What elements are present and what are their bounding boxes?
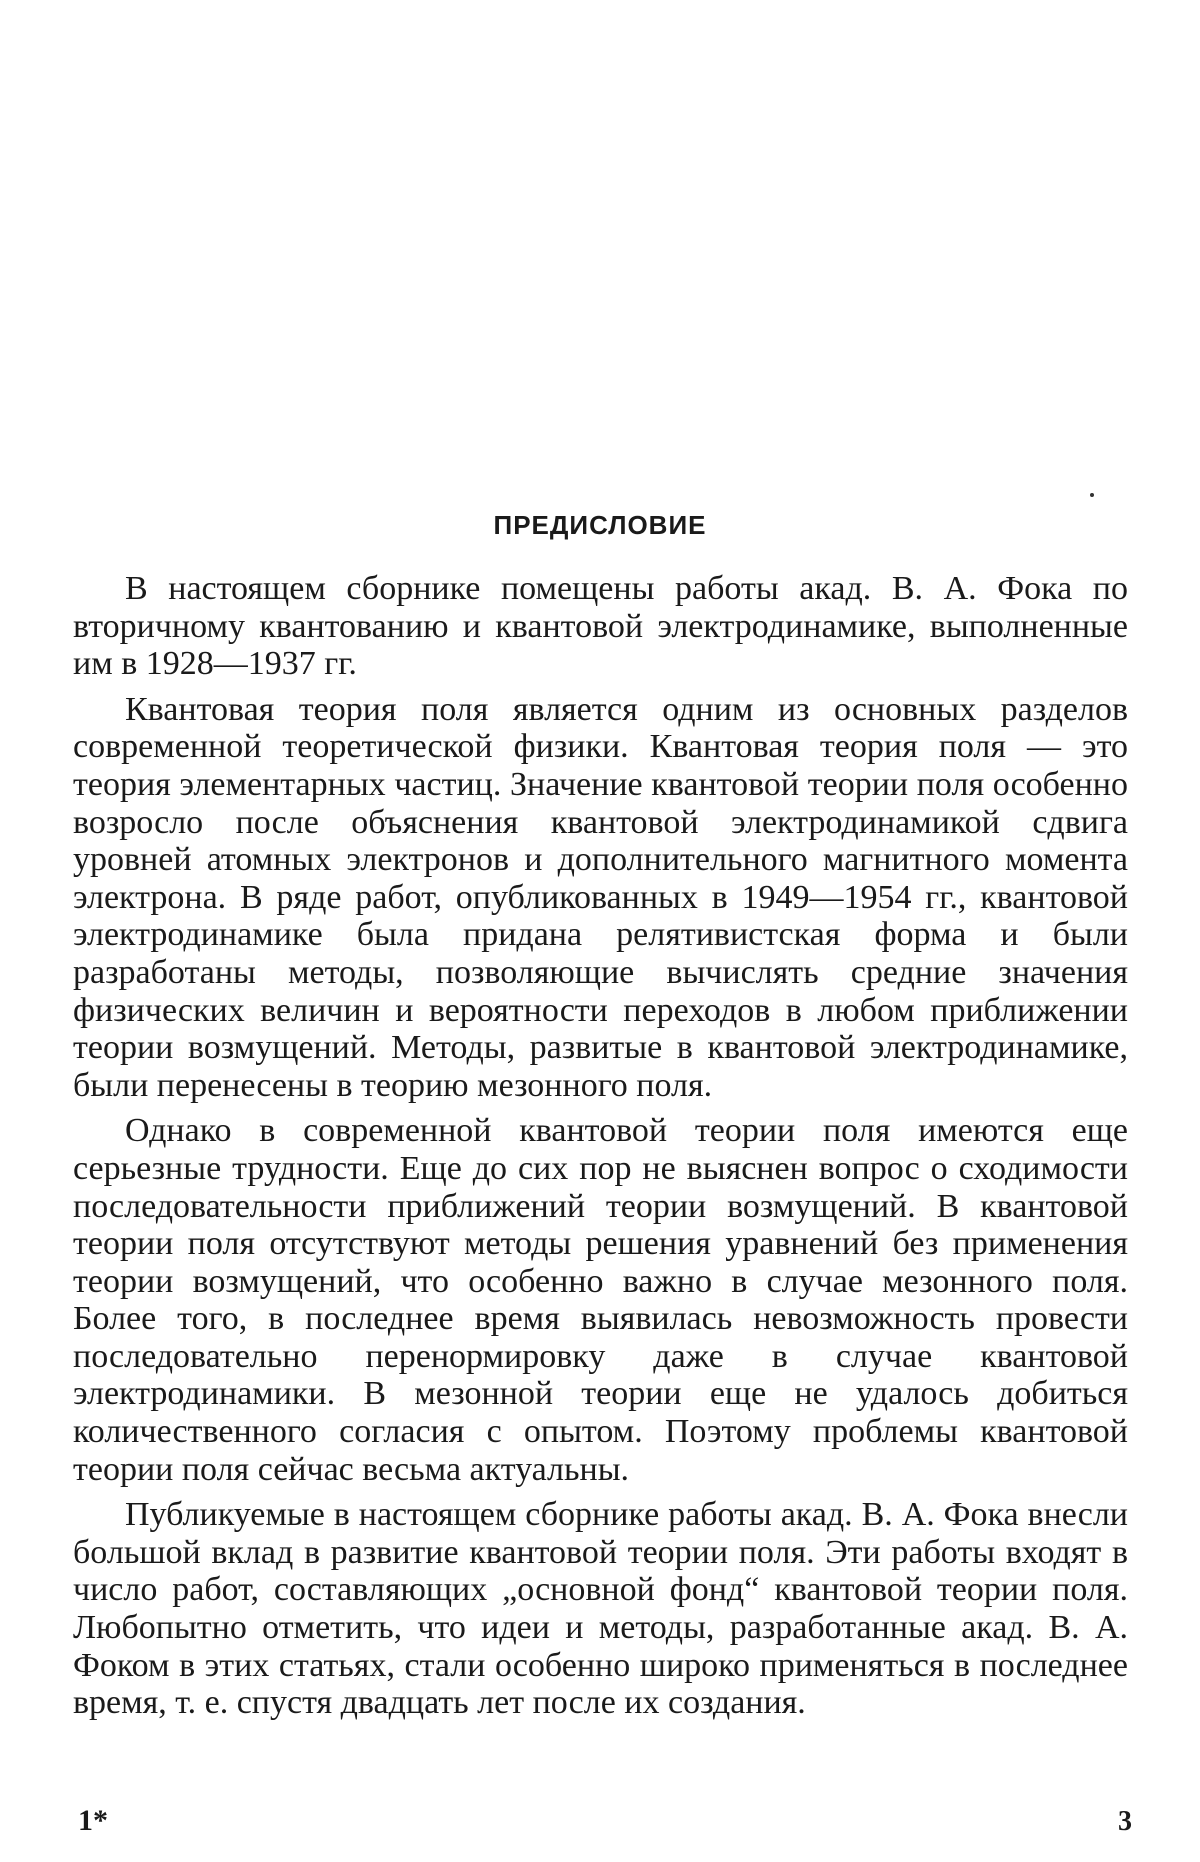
paragraph-3: Однако в современной квантовой теории поля имеются еще серьезные трудности. Еще до сих пор не выяснен вопрос о сходимости последовательности приближений теории возмущений. В квантовой теории поля отсутствуют методы решения уравнений без применения теории возмущений, что особенно важно в случае мезонного поля. Более того, в последнее время выявилась невозможность провести последовательно перенормировку даже в случае квантовой электродинамики. В мезонной теории еще не удалось добиться количественного согласия с опытом. Поэтому проблемы квантовой теории поля сейчас весьма актуальны. [73,1112,1128,1488]
page-title: ПРЕДИСЛОВИЕ [493,510,707,540]
page-number: 3 [1118,1806,1132,1837]
preface-body [73,570,1128,1722]
signature-mark: 1* [78,1804,108,1837]
paragraph-2: Квантовая теория поля является одним из основных разделов современной теоретической физики. Квантовая теория поля — это теория элементарных частиц. Значение квантовой теории поля особенно возросло после объяснения квантовой электродинамикой сдвига уровней атомных электронов и дополнительного магнитного момента электрона. В ряде работ, опубликованных в 1949—1954 гг., квантовой электродинамике была придана релятивистская форма и были разработаны методы, позволяющие вычислять средние значения физических величин и вероятности переходов в любом приближении теории возмущений. Методы, развитые в квантовой электродинамике, были перенесены в теорию мезонного поля. [73,690,1128,1104]
paragraph-4: Публикуемые в настоящем сборнике работы акад. В. А. Фока внесли большой вклад в развитие квантовой теории поля. Эти работы входят в число работ, составляющих „основной фонд“ квантовой теории поля. Любопытно отметить, что идеи и методы, разработанные акад. В. А. Фоком в этих статьях, стали особенно широко применяться в последнее время, т. е. спустя двадцать лет после их создания. [73,1496,1128,1722]
print-speck [1090,493,1094,497]
paragraph-1: В настоящем сборнике помещены работы акад. В. А. Фока по вторичному квантованию и квантовой электродинамике, выполненные им в 1928—1937 гг. [73,570,1128,683]
